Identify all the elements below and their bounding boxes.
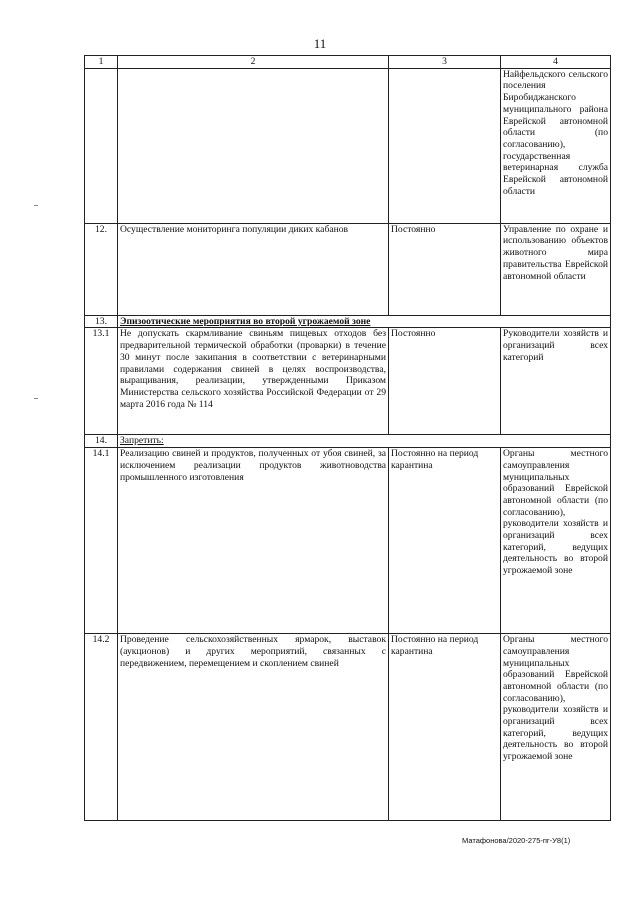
row-number: 13.1 [85, 328, 118, 435]
page-number: 11 [313, 36, 327, 51]
row-responsible: Руководители хозяйств и организаций всех категорий [501, 328, 611, 435]
header-row [85, 56, 611, 69]
table-row [85, 328, 611, 435]
scan-margin-mark [34, 205, 38, 206]
row-responsible: Найфельдского сельского поселения Биробиджанского муниципального района Еврейской автономной области (по согласованию), государственная ветеринарная служба Еврейской автономной области [501, 68, 611, 223]
table-row [85, 634, 611, 821]
row-action: Осуществление мониторинга популяции диких кабанов [118, 223, 389, 315]
row-action: Реализацию свиней и продуктов, полученных от убоя свиней, за исключением реализации продуктов животноводства промышленного изготовления [118, 448, 389, 634]
row-period: Постоянно на период карантина [389, 634, 501, 821]
header-col-2: 2 [118, 56, 389, 69]
row-responsible: Управление по охране и использованию объектов животного мира правительства Еврейской автономной области [501, 223, 611, 315]
row-number: 14.1 [85, 448, 118, 634]
row-number: 14.2 [85, 634, 118, 821]
section-title: Запретить: [118, 435, 611, 448]
row-action: Не допускать скармливание свиньям пищевых отходов без предварительной термической обработки (проварки) в течение 30 минут после закипания в соответствии с ветеринарными правилами содержания свиней в целях воспроизводства, выращивания, реализации, утвержденными Приказом Министерства сельского хозяйства Российской Федерации от 29 марта 2016 года № 114 [118, 328, 389, 435]
row-action [118, 68, 389, 223]
section-row [85, 435, 611, 448]
table-row [85, 223, 611, 315]
row-period [389, 68, 501, 223]
row-action: Проведение сельскохозяйственных ярмарок, выставок (аукционов) и других мероприятий, связанных с передвижением, перемещением и скоплением свиней [118, 634, 389, 821]
row-responsible: Органы местного самоуправления муниципальных образований Еврейской автономной области (по согласованию), руководители хозяйств и организаций всех категорий, ведущих деятельность во второй угрожаемой зоне [501, 448, 611, 634]
section-title: Эпизоотические мероприятия во второй угрожаемой зоне [118, 315, 611, 328]
scan-margin-mark [34, 398, 38, 399]
row-period: Постоянно [389, 223, 501, 315]
row-number [85, 68, 118, 223]
table-row [85, 68, 611, 223]
row-period: Постоянно на период карантина [389, 448, 501, 634]
table-row [85, 448, 611, 634]
document-footer-code: Матафонова/2020-275-пг-У8(1) [462, 836, 571, 845]
row-number: 13. [85, 315, 118, 328]
measures-table [84, 55, 611, 821]
row-responsible: Органы местного самоуправления муниципальных образований Еврейской автономной области (по согласованию), руководители хозяйств и организаций всех категорий, ведущих деятельность во второй угрожаемой зоне [501, 634, 611, 821]
row-number: 12. [85, 223, 118, 315]
header-col-3: 3 [389, 56, 501, 69]
row-period: Постоянно [389, 328, 501, 435]
section-row [85, 315, 611, 328]
header-col-4: 4 [501, 56, 611, 69]
header-col-1: 1 [85, 56, 118, 69]
row-number: 14. [85, 435, 118, 448]
